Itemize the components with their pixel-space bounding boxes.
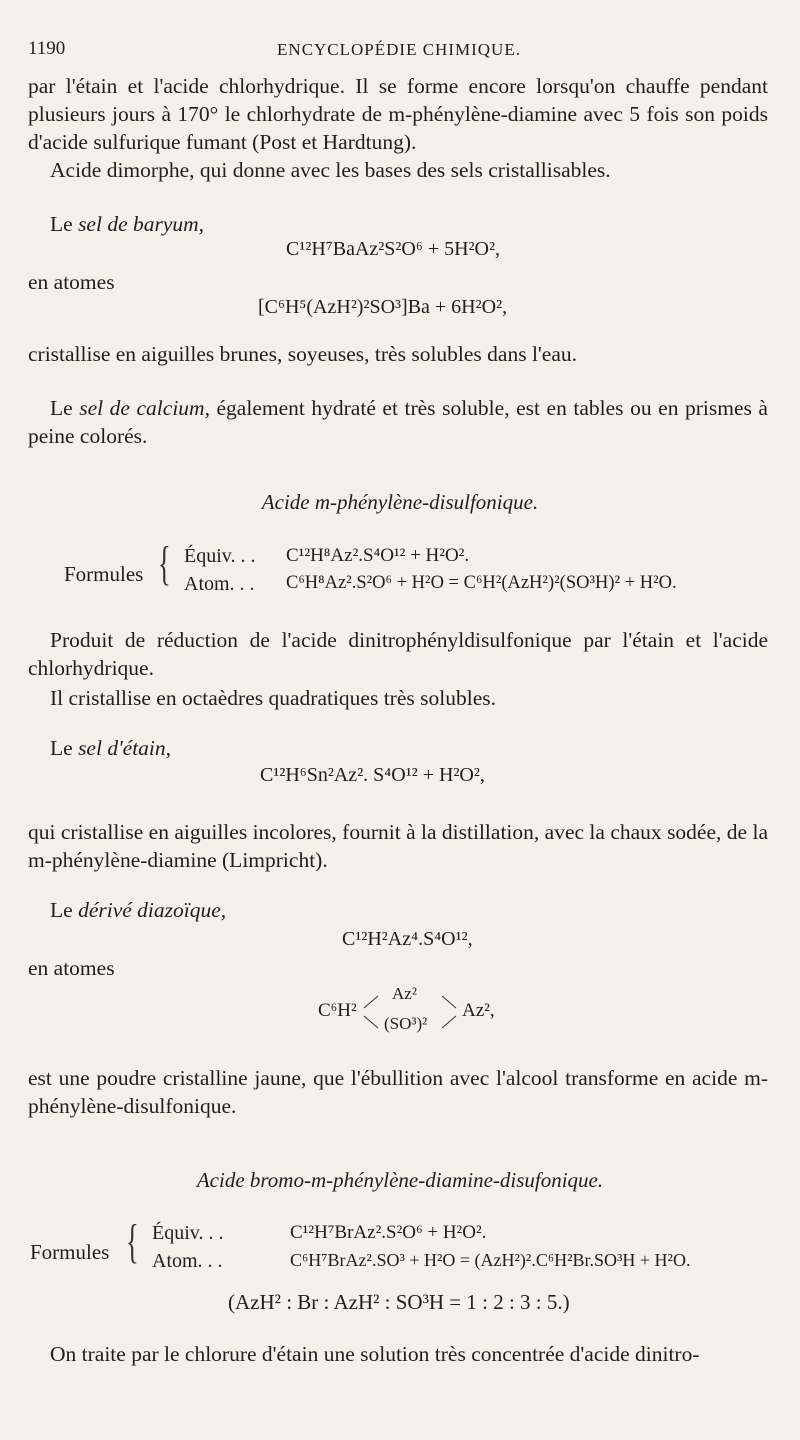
barium-en-atomes: en atomes xyxy=(28,270,115,294)
section-title-disulfonique: Acide m-phénylène-disulfonique. xyxy=(261,490,539,514)
equiv-label-2: Équiv. . . xyxy=(152,1222,224,1244)
diazo-intro: Le dérivé diazoïque, xyxy=(50,898,227,922)
atom-formula-2: C⁶H⁷BrAz².SO³ + H²O = (AzH²)².C⁶H²Br.SO³H + H²O. xyxy=(290,1250,691,1270)
atom-formula-1: C⁶H⁸Az².S²O⁶ + H²O = C⁶H²(AzH²)²(SO³H)² + H²O. xyxy=(286,573,677,593)
running-title: ENCYCLOPÉDIE CHIMIQUE. xyxy=(277,40,521,59)
equiv-formula-2: C¹²H⁷BrAz².S²O⁶ + H²O². xyxy=(290,1222,487,1243)
equiv-formula-1: C¹²H⁸Az².S⁴O¹² + H²O². xyxy=(286,545,470,566)
brace-1: { xyxy=(158,537,171,590)
etain-intro: Le sel d'étain, xyxy=(50,736,172,760)
paragraph-dimorphe: Acide dimorphe, qui donne avec les bases des sels cristallisables. xyxy=(50,158,611,182)
diazo-description: est une poudre cristalline jaune, que l'ébullition avec l'alcool transforme en acide m-phénylène-disulfonique. xyxy=(28,1066,768,1118)
paragraph-reduction: Produit de réduction de l'acide dinitrophényldisulfonique par l'étain et l'acide chlorhydrique. xyxy=(28,628,768,680)
formules-label-1: Formules xyxy=(64,562,144,586)
calcium-paragraph: Le sel de calcium, également hydraté et très soluble, est en tables ou en prismes à peine colorés. xyxy=(28,396,768,448)
diazo-en-atomes: en atomes xyxy=(28,956,115,980)
paragraph-octaedres: Il cristallise en octaèdres quadratiques très solubles. xyxy=(50,686,496,710)
barium-description: cristallise en aiguilles brunes, soyeuses, très solubles dans l'eau. xyxy=(28,342,578,366)
ratio-line: (AzH² : Br : AzH² : SO³H = 1 : 2 : 3 : 5.) xyxy=(228,1290,570,1314)
section-title-bromo: Acide bromo-m-phénylène-diamine-disufonique. xyxy=(196,1168,604,1192)
diazo-c6h2: C⁶H² xyxy=(318,1000,357,1021)
etain-description: qui cristallise en aiguilles incolores, fournit à la distillation, avec la chaux sodée, de la m-phénylène-diamine (Limpricht). xyxy=(28,820,768,872)
paragraph-chlorure: On traite par le chlorure d'étain une solution très concentrée d'acide dinitro- xyxy=(50,1342,700,1366)
diazo-az2-top: Az² xyxy=(392,984,417,1003)
diazo-formula: C¹²H²Az⁴.S⁴O¹², xyxy=(342,928,473,950)
paragraph-intro: par l'étain et l'acide chlorhydrique. Il se forme encore lorsqu'on chauffe pendant plusieurs jours à 170° le chlorhydrate de m-phénylène-diamine avec 5 fois son poids d'acide sulfurique fumant (Post et Hardtung). xyxy=(28,74,768,154)
brace-2: { xyxy=(126,1215,139,1268)
diazo-structure xyxy=(318,984,518,1040)
diazo-so3: (SO³)² xyxy=(384,1014,428,1033)
formules-label-2: Formules xyxy=(30,1240,110,1264)
atom-label-2: Atom. . . xyxy=(152,1250,223,1272)
equiv-label-1: Équiv. . . xyxy=(184,545,256,567)
page-header xyxy=(28,38,770,66)
page-number: 1190 xyxy=(28,38,66,59)
atom-label-1: Atom. . . xyxy=(184,573,255,595)
barium-formula-equiv: C¹²H⁷BaAz²S²O⁶ + 5H²O², xyxy=(286,238,500,260)
etain-formula: C¹²H⁶Sn²Az². S⁴O¹² + H²O², xyxy=(260,764,485,786)
diazo-az2-right: Az², xyxy=(462,1000,495,1021)
barium-intro-italic: sel de baryum, xyxy=(78,212,205,236)
barium-formula-atom: [C⁶H⁵(AzH²)²SO³]Ba + 6H²O², xyxy=(258,296,508,318)
barium-intro: Le sel de baryum, xyxy=(50,212,205,236)
